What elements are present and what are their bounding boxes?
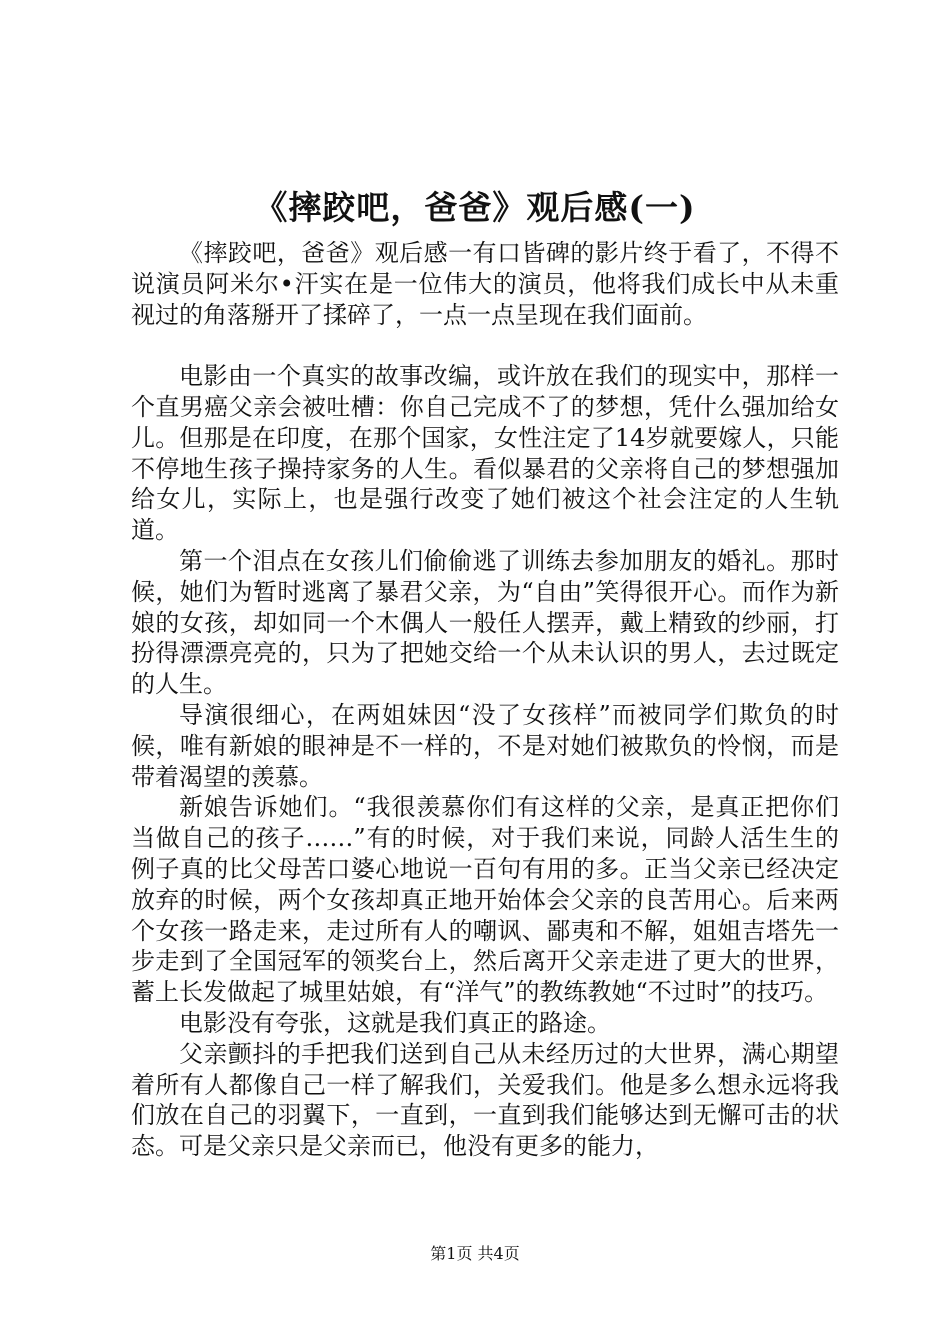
paragraph-6: 电影没有夸张，这就是我们真正的路途。 (179, 1008, 611, 1037)
paragraph-7: 父亲颤抖的手把我们送到自己从未经历过的大世界，满心期望着所有人都像自己一样了解我们，关爱我们。他是多么想永远将我们放在自己的羽翼下，一直到，一直到我们能够达到无懈可击的状态。可是父亲只是父亲而已，他没有更多的能力， (131, 1039, 839, 1161)
paragraph-5: 新娘告诉她们。“我很羡慕你们有这样的父亲，是真正把你们当做自己的孩子……”有的时候，对于我们来说，同龄人活生生的例子真的比父母苦口婆心地说一百句有用的多。正当父亲已经决定放弃的时候，两个女孩却真正地开始体会父亲的良苦用心。后来两个女孩一路走来，走过所有人的嘲讽、鄙夷和不解，姐姐吉塔先一步走到了全国冠军的领奖台上，然后离开父亲走进了更大的世界，蓄上长发做起了城里姑娘，有“洋气”的教练教她“不过时”的技巧。 (131, 793, 839, 1007)
paragraph-4: 导演很细心，在两姐妹因“没了女孩样”而被同学们欺负的时候，唯有新娘的眼神是不一样的，不是对她们被欺负的怜悯，而是带着渴望的羡慕。 (131, 700, 839, 791)
page-footer: 第1页 共4页 (430, 1244, 520, 1263)
document-body (131, 238, 839, 1162)
paragraph-2: 电影由一个真实的故事改编，或许放在我们的现实中，那样一个直男癌父亲会被吐槽：你自己完成不了的梦想，凭什么强加给女儿。但那是在印度，在那个国家，女性注定了14岁就要嫁人，只能不停地生孩子操持家务的人生。看似暴君的父亲将自己的梦想强加给女儿，实际上，也是强行改变了她们被这个社会注定的人生轨道。 (131, 362, 839, 545)
document-title: 《摔跤吧，爸爸》观后感(一) (254, 188, 696, 227)
paragraph-1: 《摔跤吧，爸爸》观后感一有口皆碑的影片终于看了，不得不说演员阿米尔•汗实在是一位伟大的演员，他将我们成长中从未重视过的角落掰开了揉碎了，一点一点呈现在我们面前。 (131, 239, 839, 329)
paragraph-3: 第一个泪点在女孩儿们偷偷逃了训练去参加朋友的婚礼。那时候，她们为暂时逃离了暴君父亲，为“自由”笑得很开心。而作为新娘的女孩，却如同一个木偶人一般任人摆弄，戴上精致的纱丽，打扮得漂漂亮亮的，只为了把她交给一个从未认识的男人，去过既定的人生。 (131, 546, 839, 699)
